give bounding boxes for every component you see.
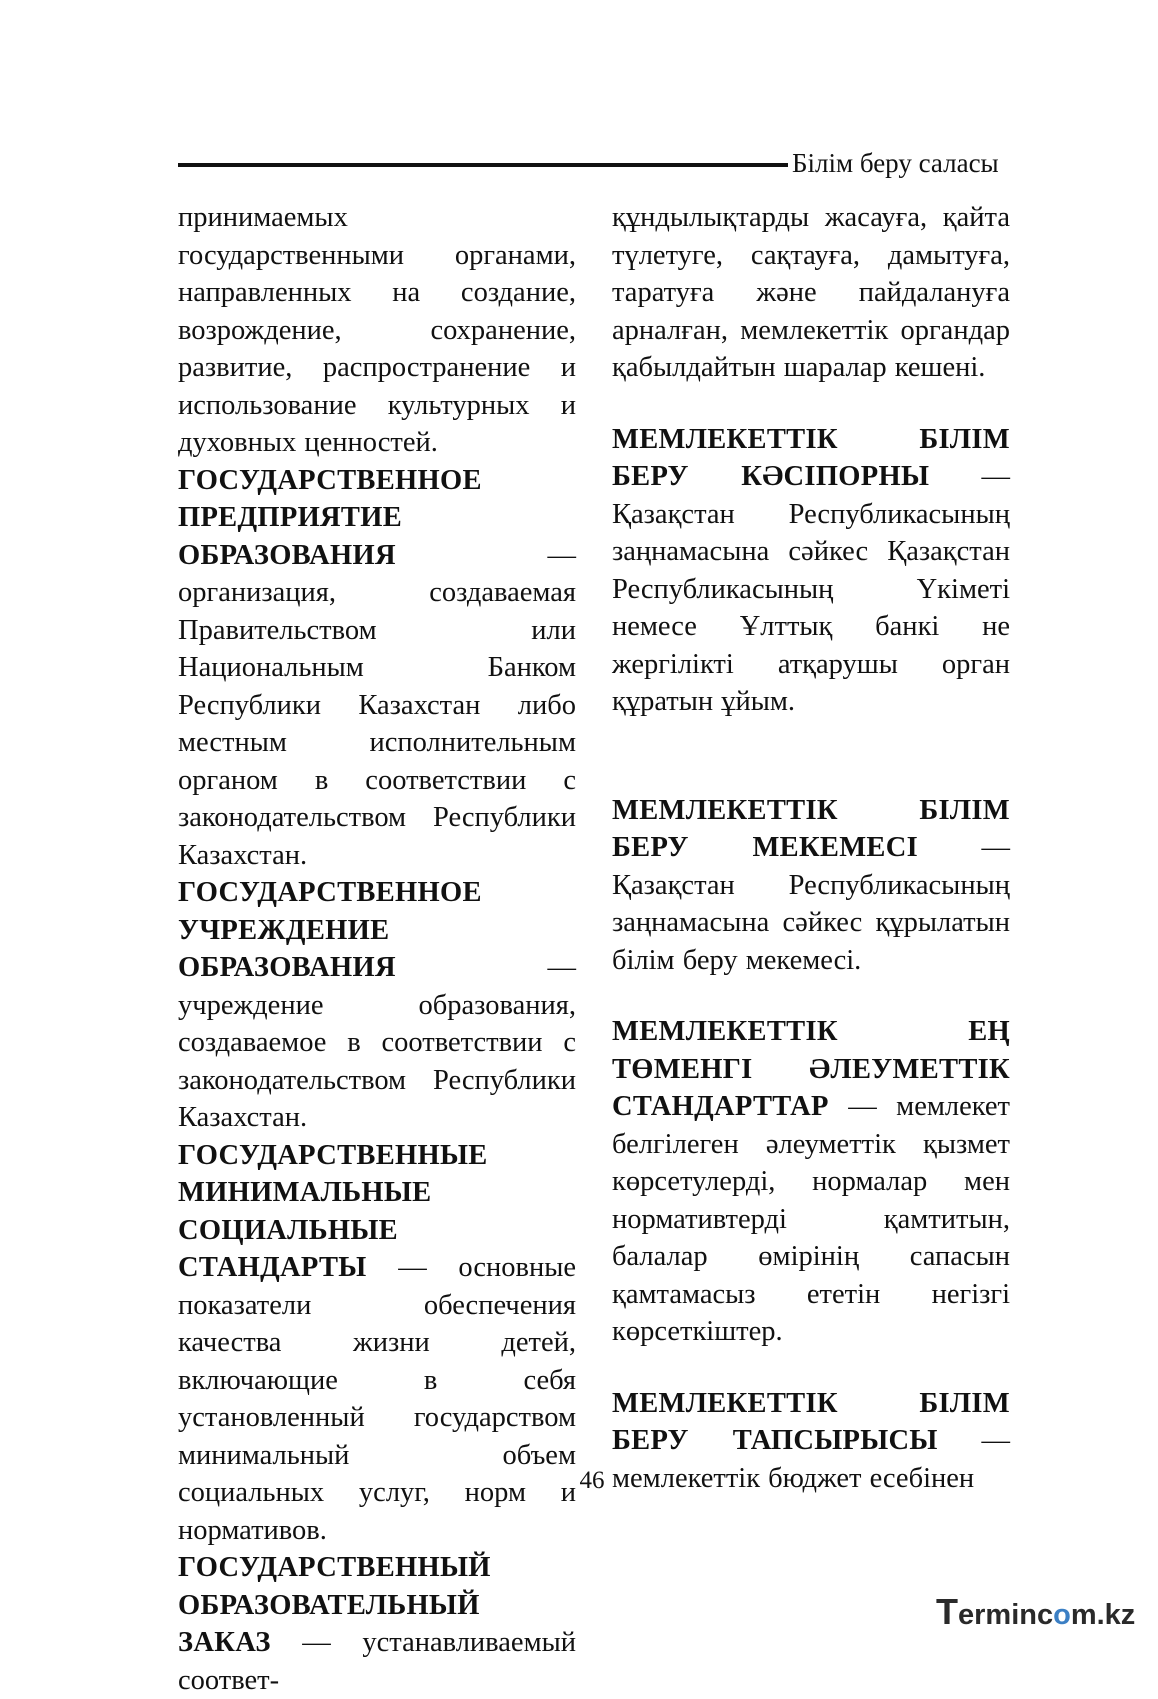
entry-definition: — организация, создаваемая Правительством или Национальным Банком Республики Казахстан либо местным исполнительным органом в соответствии с законодательством Республики Казахстан.: [178, 539, 576, 871]
entry-definition: — Қазақстан Республикасының заңнамасына сәйкес Қазақстан Республикасының Үкіметі немесе Ұлттық банкі не жергілікті атқарушы орган құратын ұйым.: [612, 461, 1010, 717]
page-number: 46: [579, 1467, 605, 1494]
entry-term: ГОСУДАРСТВЕННЫЕ МИНИМАЛЬНЫЕ СОЦИАЛЬНЫЕ СТАНДАРТЫ: [178, 1139, 488, 1283]
entry-term: ГОСУДАРСТВЕННОЕ ПРЕДПРИЯТИЕ ОБРАЗОВАНИЯ: [178, 464, 482, 571]
entry-term: МЕМЛЕКЕТТІК ЕҢ ТӨМЕНГІ ӘЛЕУМЕТТІК СТАНДАРТТАР: [612, 1016, 1010, 1122]
entry-definition: — Қазақстан Республикасының заңнамасына сәйкес құрылатын білім беру мекемесі.: [612, 832, 1010, 976]
entry-definition: — основные показатели обеспечения качества жизни детей, включающие в себя установленный государством минимальный объем социальных услуг, норм и нормативов.: [178, 1252, 576, 1546]
entry-definition: құндылықтарды жасауға, қайта түлетуге, сақтауға, дамытуға, таратуға және пайдалануға арналған, мемлекеттік органдар қабылдайтын шаралар кешені.: [612, 202, 1010, 383]
entry-definition: принимаемых государственными органами, направленных на создание, возрождение, сохранение, развитие, распространение и использование культурных и духовных ценностей.: [178, 202, 576, 458]
entry-definition: — учреждение образования, создаваемое в соответствии с законодательством Республики Казахстан.: [178, 952, 576, 1133]
entry-standarttar: [612, 1013, 1010, 1351]
entry-term: ГОСУДАРСТВЕННЫЙ ОБРАЗОВАТЕЛЬНЫЙ ЗАКАЗ: [178, 1552, 491, 1658]
entry-term: МЕМЛЕКЕТТІК БІЛІМ БЕРУ КӘСІПОРНЫ: [612, 423, 1010, 492]
entry-definition: — мемлекет белгілеген әлеуметтік қызмет көрсетулерді, нормалар мен нормативтерді қамтитын, балалар өмірінің сапасын қамтамасыз ететін негізгі көрсеткіштер.: [612, 1091, 1010, 1347]
entry-gos-uchrezhdenie: [178, 874, 576, 1137]
watermark-logo: Termincom.kz: [936, 1591, 1136, 1632]
entry-continuation: [612, 199, 1010, 387]
entry-continuation: [178, 199, 576, 462]
entry-gos-predpriyatie: [178, 462, 576, 875]
entry-definition: — устанавливаемый соответ-: [178, 1627, 576, 1696]
header-rule: [178, 163, 788, 167]
entry-kasiporny: [612, 421, 1010, 721]
entry-mekemesi: [612, 792, 1010, 980]
running-title: Білім беру саласы: [792, 148, 999, 178]
entry-term: МЕМЛЕКЕТТІК БІЛІМ БЕРУ МЕКЕМЕСІ: [612, 794, 1010, 863]
entry-term: ГОСУДАРСТВЕННОЕ УЧРЕЖДЕНИЕ ОБРАЗОВАНИЯ: [178, 877, 482, 983]
entry-term: МЕМЛЕКЕТТІК БІЛІМ БЕРУ ТАПСЫРЫСЫ: [612, 1387, 1010, 1456]
entry-gos-zakaz: [178, 1549, 576, 1699]
right-column: [612, 199, 1010, 1497]
entry-definition: — мемлекеттік бюджет есебінен: [612, 1425, 1011, 1494]
